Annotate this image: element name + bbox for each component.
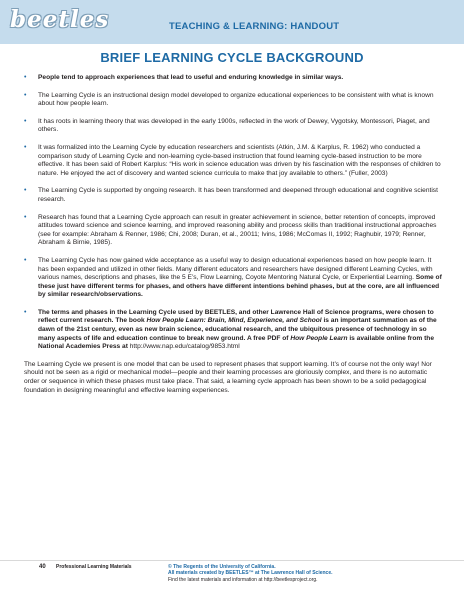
bullet-icon: • <box>24 143 27 151</box>
list-item <box>24 74 442 83</box>
bullet-text: Research has found that a Learning Cycle approach can result in greater achievement in science, better retention of concepts, improved attitudes toward science and science learning, and improved reasoning ability and process skills than traditional instructional approaches (see for example: Abraham & Renner, 1986; Chi, 2008; Duran, et al., 20011; Ivins, 1986; McComas II, 1992; Raghubir, 1979; Renner, Abraham & Birnie, 1985). <box>38 213 437 247</box>
footer-divider <box>0 560 464 561</box>
bullet-text: The Learning Cycle is an instructional design model developed to organize educational experiences to be consistent with what is known about how people learn. <box>38 91 434 108</box>
main-content <box>24 74 442 395</box>
bullet-icon: • <box>24 117 27 125</box>
copyright-line: All materials created by BEETLES™ at The Lawrence Hall of Science. <box>168 570 333 577</box>
beetles-logo: beetles <box>10 6 110 33</box>
bullet-icon: • <box>24 74 27 81</box>
closing-paragraph: The Learning Cycle we present is one model that can be used to represent phases that support learning. It’s of course not the only way! Nor should not be seen as a rigid or mechanical model—people and their learning processes are gloriously complex, and there is no automatic order or sequence in which these phases must take place. That said, a learning cycle approach has been shown to be a solid pedagogical foundation in designing meaningful and effective learning experiences. <box>24 360 432 394</box>
footer-copyright <box>168 564 333 583</box>
footer-label: Professional Learning Materials <box>56 564 132 570</box>
list-item <box>24 92 442 109</box>
list-item <box>24 187 442 204</box>
bullet-icon: • <box>24 256 27 264</box>
header-band <box>0 0 464 44</box>
bullet-text-bold: Some of these just have different terms for phases, and others have different intentions behind phases, but at the core, are all influenced by similar research/observations. <box>38 274 442 299</box>
bullet-icon: • <box>24 213 27 221</box>
list-item <box>24 118 442 135</box>
bullet-text: The Learning Cycle is supported by ongoing research. It has been transformed and deepened through educational and cognitive scientist research. <box>38 187 438 203</box>
bullet-icon: • <box>24 308 27 316</box>
header-subtitle: TEACHING & LEARNING: HANDOUT <box>169 21 340 32</box>
nap-link[interactable]: http://www.nap.edu/catalog/9853.html <box>129 343 240 351</box>
bullet-list <box>24 74 442 352</box>
book-title: How People Learn <box>290 334 348 342</box>
bullet-text: People tend to approach experiences that lead to useful and enduring knowledge in similar ways. <box>38 74 344 81</box>
copyright-line: Find the latest materials and information at http://beetlesproject.org. <box>168 576 318 583</box>
bullet-icon: • <box>24 187 27 195</box>
bullet-text: It has roots in learning theory that was developed in the early 1900s, reflected in the work of Dewey, Vygotsky, Montessori, Piaget, and others. <box>38 117 430 134</box>
list-item <box>24 257 442 300</box>
bullet-text-bold: is available online from the National Academies Press at <box>38 334 434 351</box>
bullet-icon: • <box>24 91 27 99</box>
page-number: 40 <box>39 564 46 570</box>
book-title: How People Learn: Brain, Mind, Experience, and School <box>146 317 322 325</box>
page-title: BRIEF LEARNING CYCLE BACKGROUND <box>100 50 364 65</box>
copyright-line: © The Regents of the University of California. <box>168 564 276 570</box>
list-item <box>24 309 442 352</box>
bullet-text: It was formalized into the Learning Cycle by education researchers and scientists (Atkin, J.M. & Karplus, R. 1962) who conducted a comparison study of Learning Cycle and non-learning cycle-based instruction that found learning cycle-based instruction to be more effective. It has been said of Robert Karplus: “His work in science education was driven by his fascination with the responses of children to nature. He enjoyed the act of discovery and wanted science curricula to make that joy available to others.” (Fuller, 2003) <box>38 143 441 177</box>
bullet-text-bold: The terms and phases in the Learning Cycle used by BEETLES, and other Lawrence Hall of Science programs, were chosen to reflect current research. The book <box>38 308 434 325</box>
list-item <box>24 144 442 178</box>
footer <box>0 560 464 600</box>
bullet-text-bold: is an important summation as of the dawn of the 21st century, even as new brain science, educational research, and the ubiquitous presence of technology in so many aspects of life and education continue to break new ground. A free PDF of <box>38 317 437 342</box>
bullet-text: The Learning Cycle has now gained wide acceptance as a useful way to design educational experiences based on how people learn. It has been expanded and utilized in other fields. Many different educators and researchers have designed different Learning Cycles, with various names, descriptions and phases, like the 5 E’s, Flow Learning, Coyote Mentoring Natural Cycle, or Experiential Learning. <box>38 256 433 282</box>
list-item <box>24 214 442 248</box>
